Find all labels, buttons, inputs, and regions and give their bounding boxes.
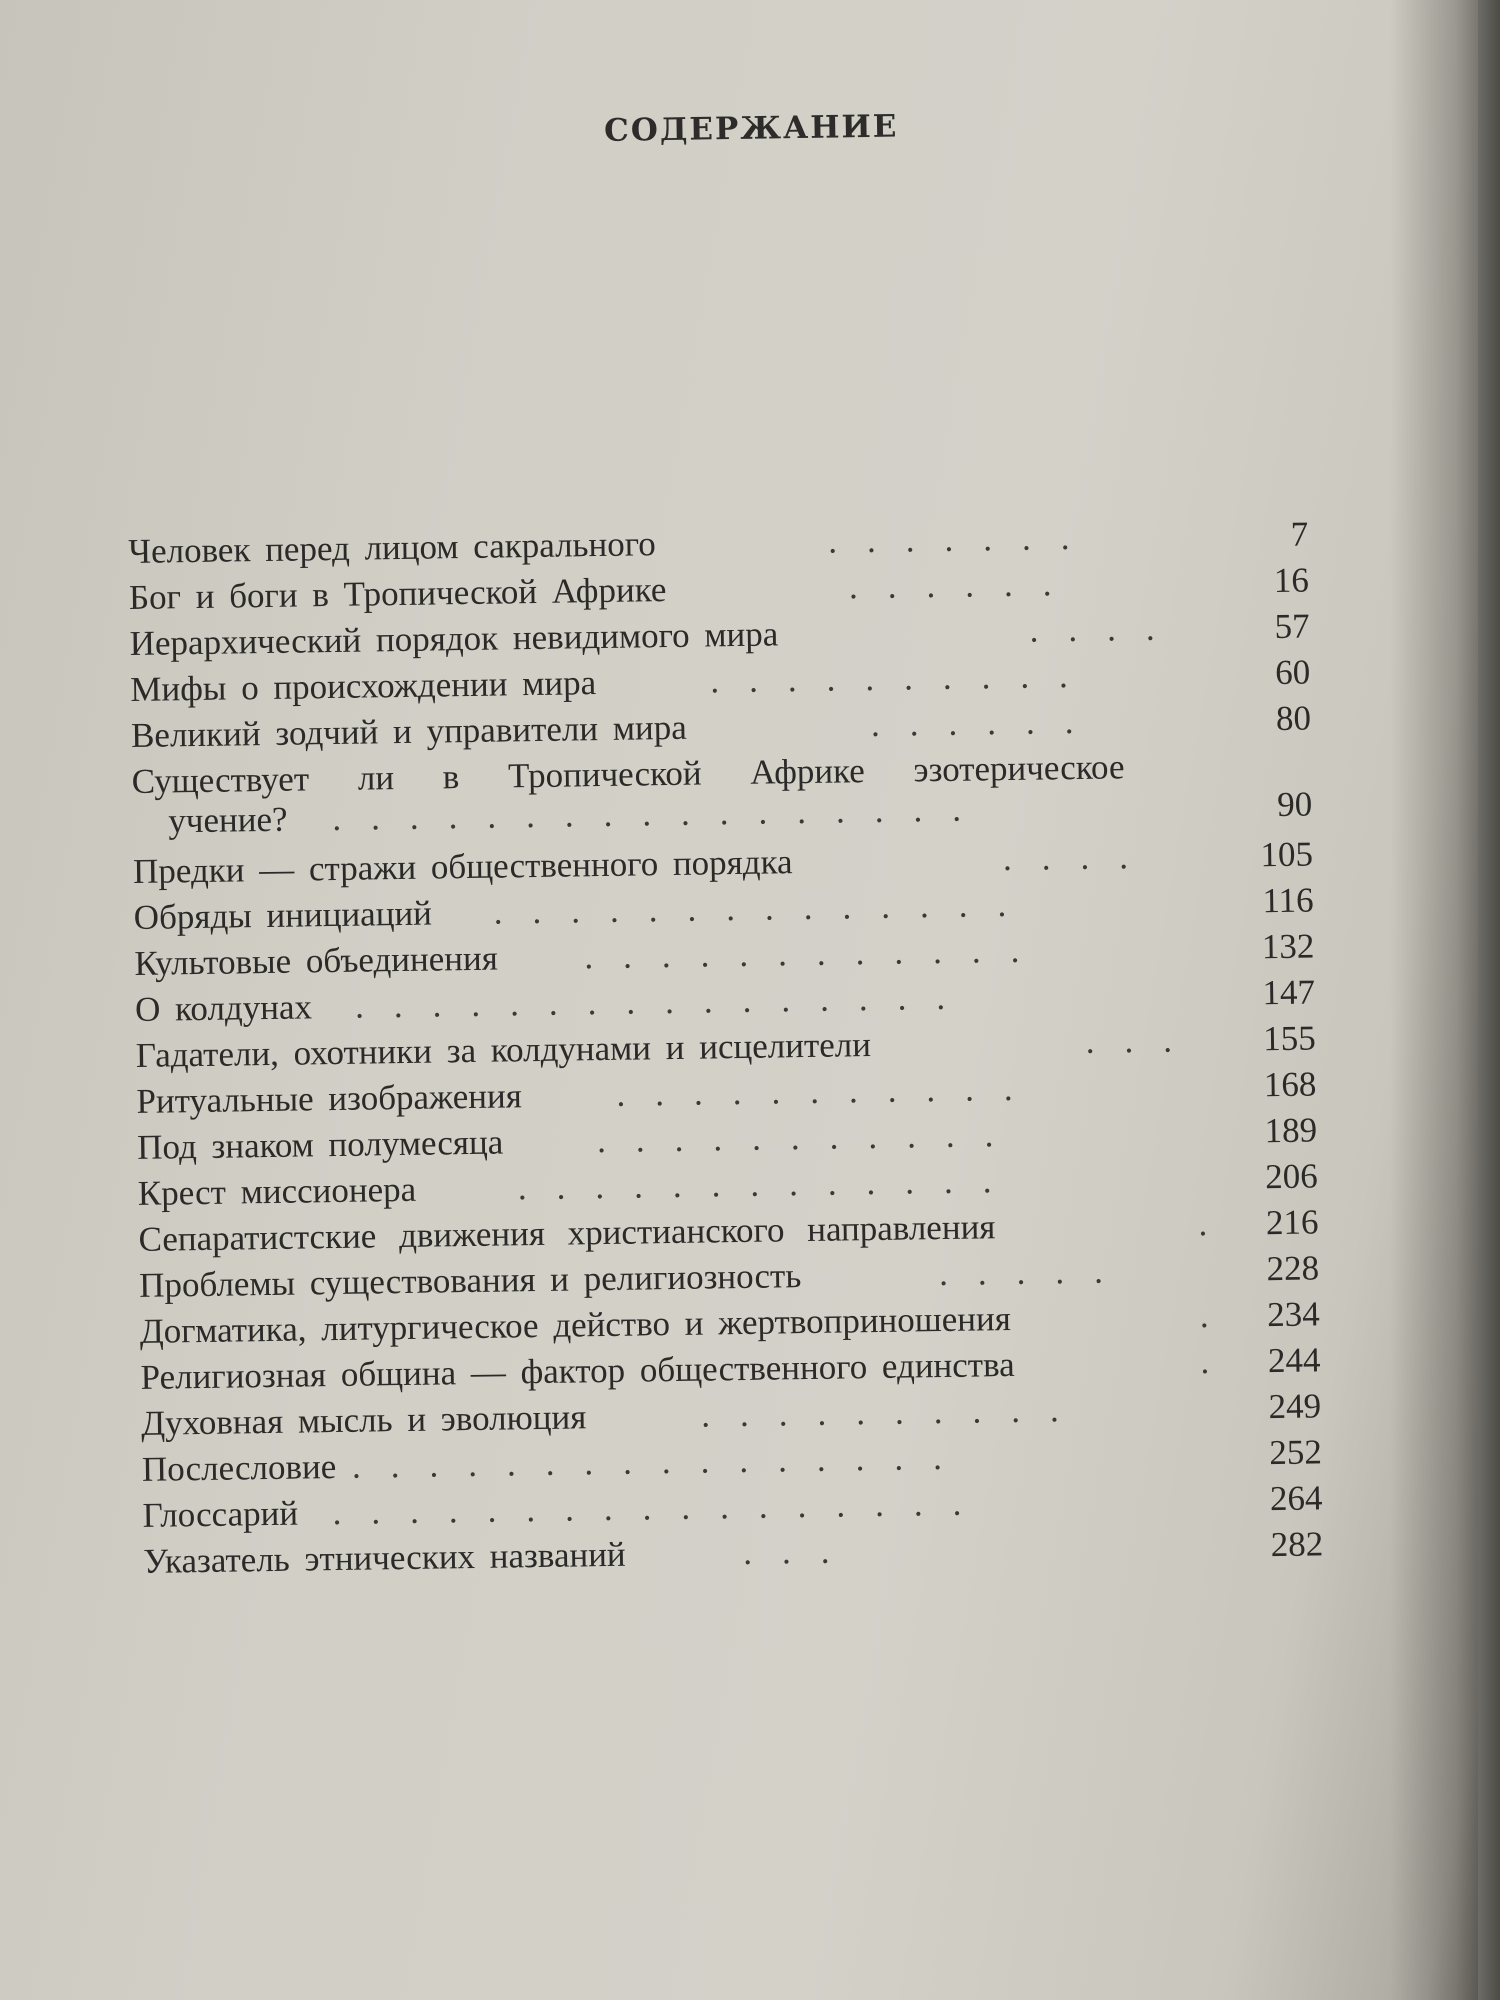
toc-entry-page: 7 [1290, 514, 1309, 554]
toc-entry-title: Великий зодчий и управители мира [130, 707, 687, 755]
toc-entry-leader: ................. [332, 1483, 992, 1533]
toc-entry-title: Указатель этнических названий [143, 1534, 626, 1581]
toc-entry-page: 189 [1264, 1110, 1318, 1151]
toc-entry-title: Ритуальные изображения [136, 1076, 523, 1121]
toc-entry-page: 216 [1265, 1202, 1319, 1243]
toc-entry-page: 105 [1260, 834, 1314, 875]
toc-entry-leader: ................ [351, 1437, 973, 1486]
toc-entry-page: 132 [1261, 926, 1315, 967]
toc-entry-leader: ................. [332, 789, 992, 838]
toc-entry-leader: ...... [848, 563, 1082, 607]
toc-entry-page: 234 [1266, 1294, 1321, 1335]
toc-entry-title: Предки — стражи общественного порядка [132, 842, 793, 891]
toc-entry-title: Под знаком полумесяца [136, 1122, 504, 1167]
toc-entry-leader: ...... [870, 701, 1104, 744]
toc-entry-title: Крест миссионера [137, 1169, 417, 1213]
toc-entry-page: 244 [1267, 1340, 1321, 1381]
toc-entry-leader: .... [1029, 608, 1185, 650]
toc-entry-page: 80 [1275, 698, 1312, 738]
toc-entry-title: Проблемы существования и религиозность [138, 1256, 802, 1305]
toc-entry-leader: . [1198, 1203, 1238, 1244]
toc-entry-page: 90 [1276, 784, 1313, 824]
toc-entry-page: 57 [1274, 606, 1310, 646]
toc-entry-page: 147 [1262, 972, 1316, 1013]
toc-entry-page: 252 [1269, 1432, 1323, 1473]
toc-entry-title: Существует ли в Тропической Африке эзотерическое [131, 747, 1125, 801]
toc-entry-page: 249 [1268, 1386, 1322, 1427]
toc-entry [128, 512, 1309, 571]
toc-entry-leader: ............ [584, 930, 1050, 977]
toc-entry-leader: .......... [700, 1389, 1089, 1435]
toc-entry-leader: ........... [596, 1114, 1024, 1161]
toc-entry-title: Духовная мысль и эволюция [140, 1397, 587, 1443]
toc-entry-page: 16 [1273, 560, 1310, 601]
toc-entry-leader: ................ [354, 977, 976, 1026]
toc-entry-title: Мифы о происхождении мира [130, 663, 597, 709]
toc-entry-leader: .............. [493, 884, 1037, 932]
toc-entry-leader: .......... [710, 655, 1099, 701]
toc-entry-page: 228 [1266, 1248, 1320, 1289]
toc-entry-page: 264 [1269, 1478, 1323, 1519]
toc-entry-page: 206 [1264, 1156, 1319, 1197]
toc-entry [131, 742, 1312, 847]
toc-entry-title: Обряды инициаций [133, 893, 433, 937]
toc-entry-title: Послесловие [141, 1447, 337, 1489]
toc-entry-page: 116 [1262, 880, 1314, 921]
toc-entry-leader: ..... [938, 1251, 1134, 1294]
toc-entry-title: Сепаратистские движения христианского направления [138, 1207, 996, 1259]
toc-entry-title: Глоссарий [142, 1493, 299, 1535]
toc-list [128, 512, 1328, 1581]
toc-entry-page: 60 [1274, 652, 1311, 692]
table-of-contents [128, 108, 1344, 1610]
toc-entry-page: 282 [1270, 1524, 1324, 1565]
toc-entry-title: О колдунах [134, 987, 313, 1029]
toc-entry-title: Человек перед лицом сакрального [128, 524, 656, 571]
toc-entry-title: Бог и боги в Тропической Африке [128, 570, 667, 617]
toc-entry-leader: .... [1002, 836, 1159, 879]
toc-entry-page: 155 [1262, 1018, 1316, 1059]
toc-entry-title: Иерархический порядок невидимого мира [129, 614, 779, 663]
toc-title: СОДЕРЖАНИЕ [603, 108, 899, 149]
toc-entry-leader: ....... [827, 517, 1100, 561]
toc-entry-title: Религиозная община — фактор общественного единства [140, 1344, 1015, 1397]
toc-entry-leader: ... [1085, 1020, 1203, 1061]
toc-entry-title: Гадатели, охотники за колдунами и исцелители [135, 1025, 872, 1075]
toc-entry-leader: ........... [616, 1068, 1043, 1114]
toc-entry-leader: ............. [517, 1160, 1022, 1208]
page-edge [1478, 0, 1500, 2000]
toc-entry-page: 168 [1263, 1064, 1317, 1105]
toc-entry-leader: . [1199, 1295, 1239, 1336]
toc-entry-leader: ... [742, 1531, 860, 1572]
toc-entry-title: Догматика, литургическое действо и жертвоприношения [139, 1298, 1012, 1351]
toc-entry-leader: . [1200, 1341, 1240, 1382]
toc-entry-title: Культовые объединения [134, 938, 499, 983]
toc-entry-title-continued: учение? [168, 799, 288, 841]
